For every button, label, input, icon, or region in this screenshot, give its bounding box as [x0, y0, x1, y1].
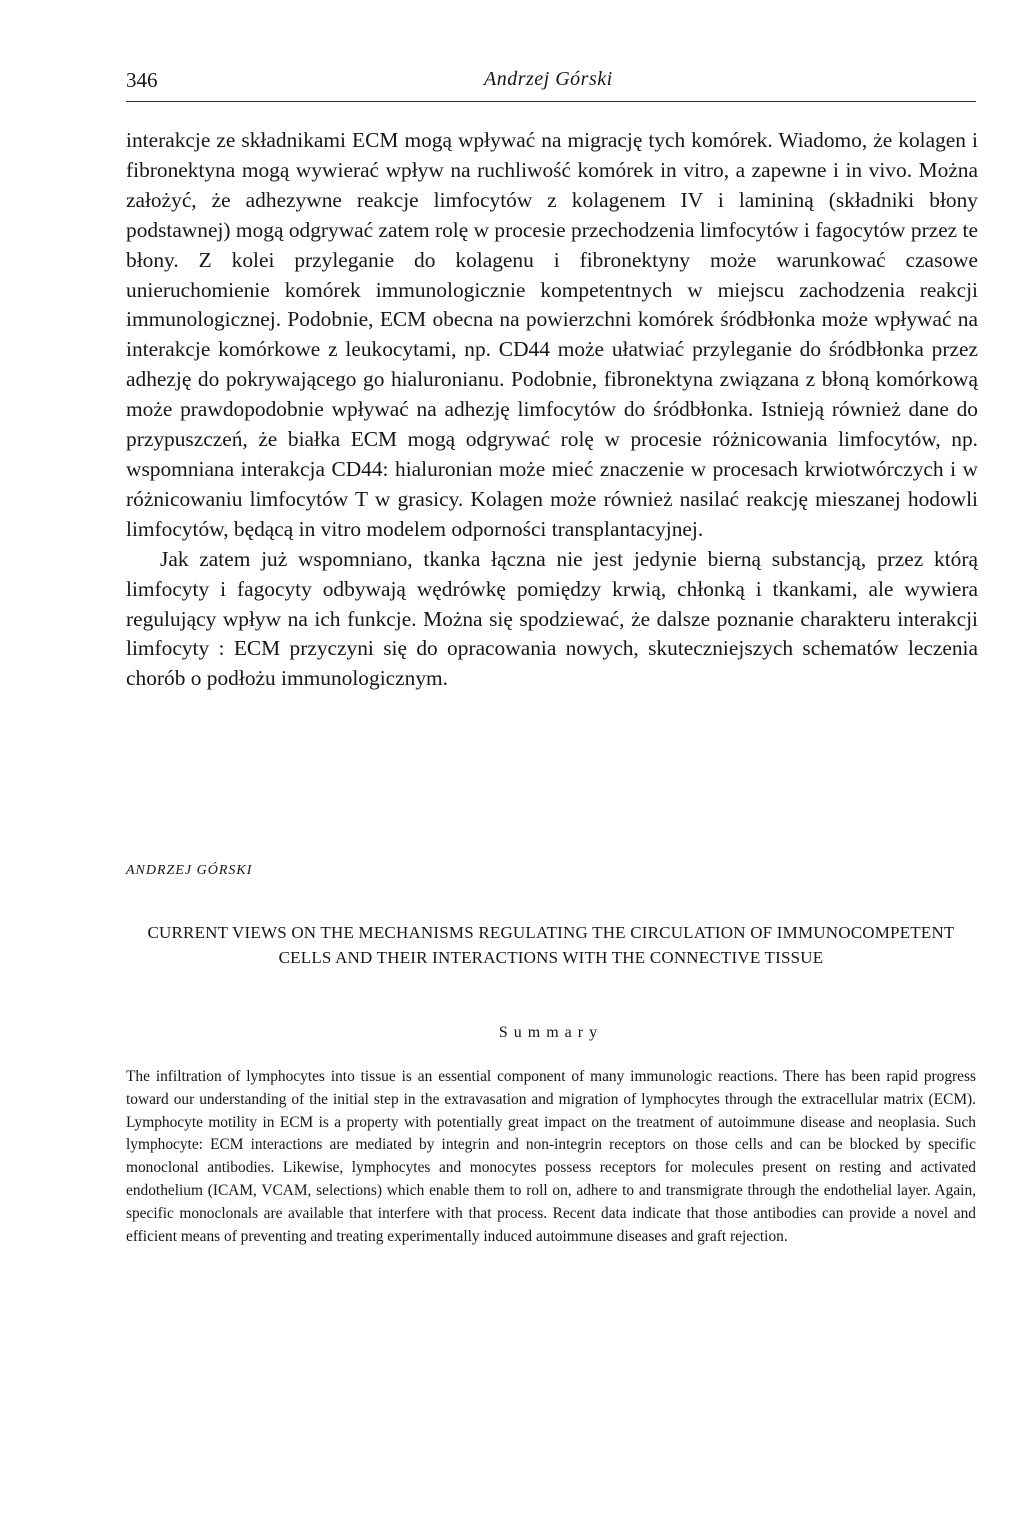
polish-body: [126, 126, 978, 694]
page-number: 346: [126, 68, 158, 92]
body-paragraph-1: interakcje ze składnikami ECM mogą wpływać na migrację tych komórek. Wiadomo, że kolagen i fibronektyna mogą wywierać wpływ na ruchliwość komórek in vitro, a zapewne i in vivo. Można założyć, że adhezywne reakcje limfocytów z kolagenem IV i lamininą (składniki błony podstawnej) mogą odgrywać zatem rolę w procesie przechodzenia limfocytów i fagocytów przez te błony. Z kolei przyleganie do kolagenu i fibronektyny może warunkować czasowe unieruchomienie komórek immunologicznie kompetentnych w miejscu zachodzenia reakcji immunologicznej. Podobnie, ECM obecna na powierzchni komórek śródbłonka może wpływać na interakcje komórkowe z leukocytami, np. CD44 może ułatwiać przyleganie do śródbłonka przez adhezję do pokrywającego go hialuronianu. Podobnie, fibronektyna związana z błoną komórkową może prawdopodobnie wpływać na adhezję limfocytów do śródbłonka. Istnieją również dane do przypuszczeń, że białka ECM mogą odgrywać rolę w procesie różnicowania limfocytów, np. wspomniana interakcja CD44: hialuronian może mieć znaczenie w procesach krwiotwórczych i w różnicowaniu limfocytów T w grasicy. Kolagen może również nasilać reakcję mieszanej hodowli limfocytów, będącą in vitro modelem odporności transplantacyjnej.: [126, 128, 978, 541]
summary-heading: Summary: [498, 1024, 604, 1041]
running-head: Andrzej Górski: [484, 68, 613, 90]
header-rule: [126, 101, 976, 102]
summary-author: ANDRZEJ GÓRSKI: [126, 863, 253, 878]
page-header: [126, 68, 976, 98]
summary-paragraph: The infiltration of lymphocytes into tissue is an essential component of many immunologic reactions. There has been rapid progress toward our understanding of the initial step in the extravasation and migration of lymphocytes through the extracellular matrix (ECM). Lymphocyte motility in ECM is a property with potentially great impact on the treatment of autoimmune disease and neoplasia. Such lymphocyte: ECM interactions are mediated by integrin and non-integrin receptors on those cells and can be blocked by specific monoclonal antibodies. Likewise, lymphocytes and monocytes possess receptors for molecules present on resting and activated endothelium (ICAM, VCAM, selections) which enable them to roll on, adhere to and transmigrate through the endothelial layer. Again, specific monoclonals are available that interfere with that process. Recent data indicate that those antibodies can provide a novel and efficient means of preventing and treating experimentally induced autoimmune diseases and graft rejection.: [126, 1068, 976, 1245]
body-paragraph-2: Jak zatem już wspomniano, tkanka łączna nie jest jedynie bierną substancją, przez którą limfocyty i fagocyty odbywają wędrówkę pomiędzy krwią, chłonką i tkankami, ale wywiera regulujący wpływ na ich funkcje. Można się spodziewać, że dalsze poznanie charakteru interakcji limfocyty : ECM przyczyni się do opracowania nowych, skuteczniejszych schematów leczenia chorób o podłożu immunologicznym.: [126, 546, 978, 691]
english-title: CURRENT VIEWS ON THE MECHANISMS REGULATING THE CIRCULATION OF IMMUNOCOMPETENT CELLS AND THEIR INTERACTIONS WITH THE CONNECTIVE TISSUE: [147, 923, 955, 967]
